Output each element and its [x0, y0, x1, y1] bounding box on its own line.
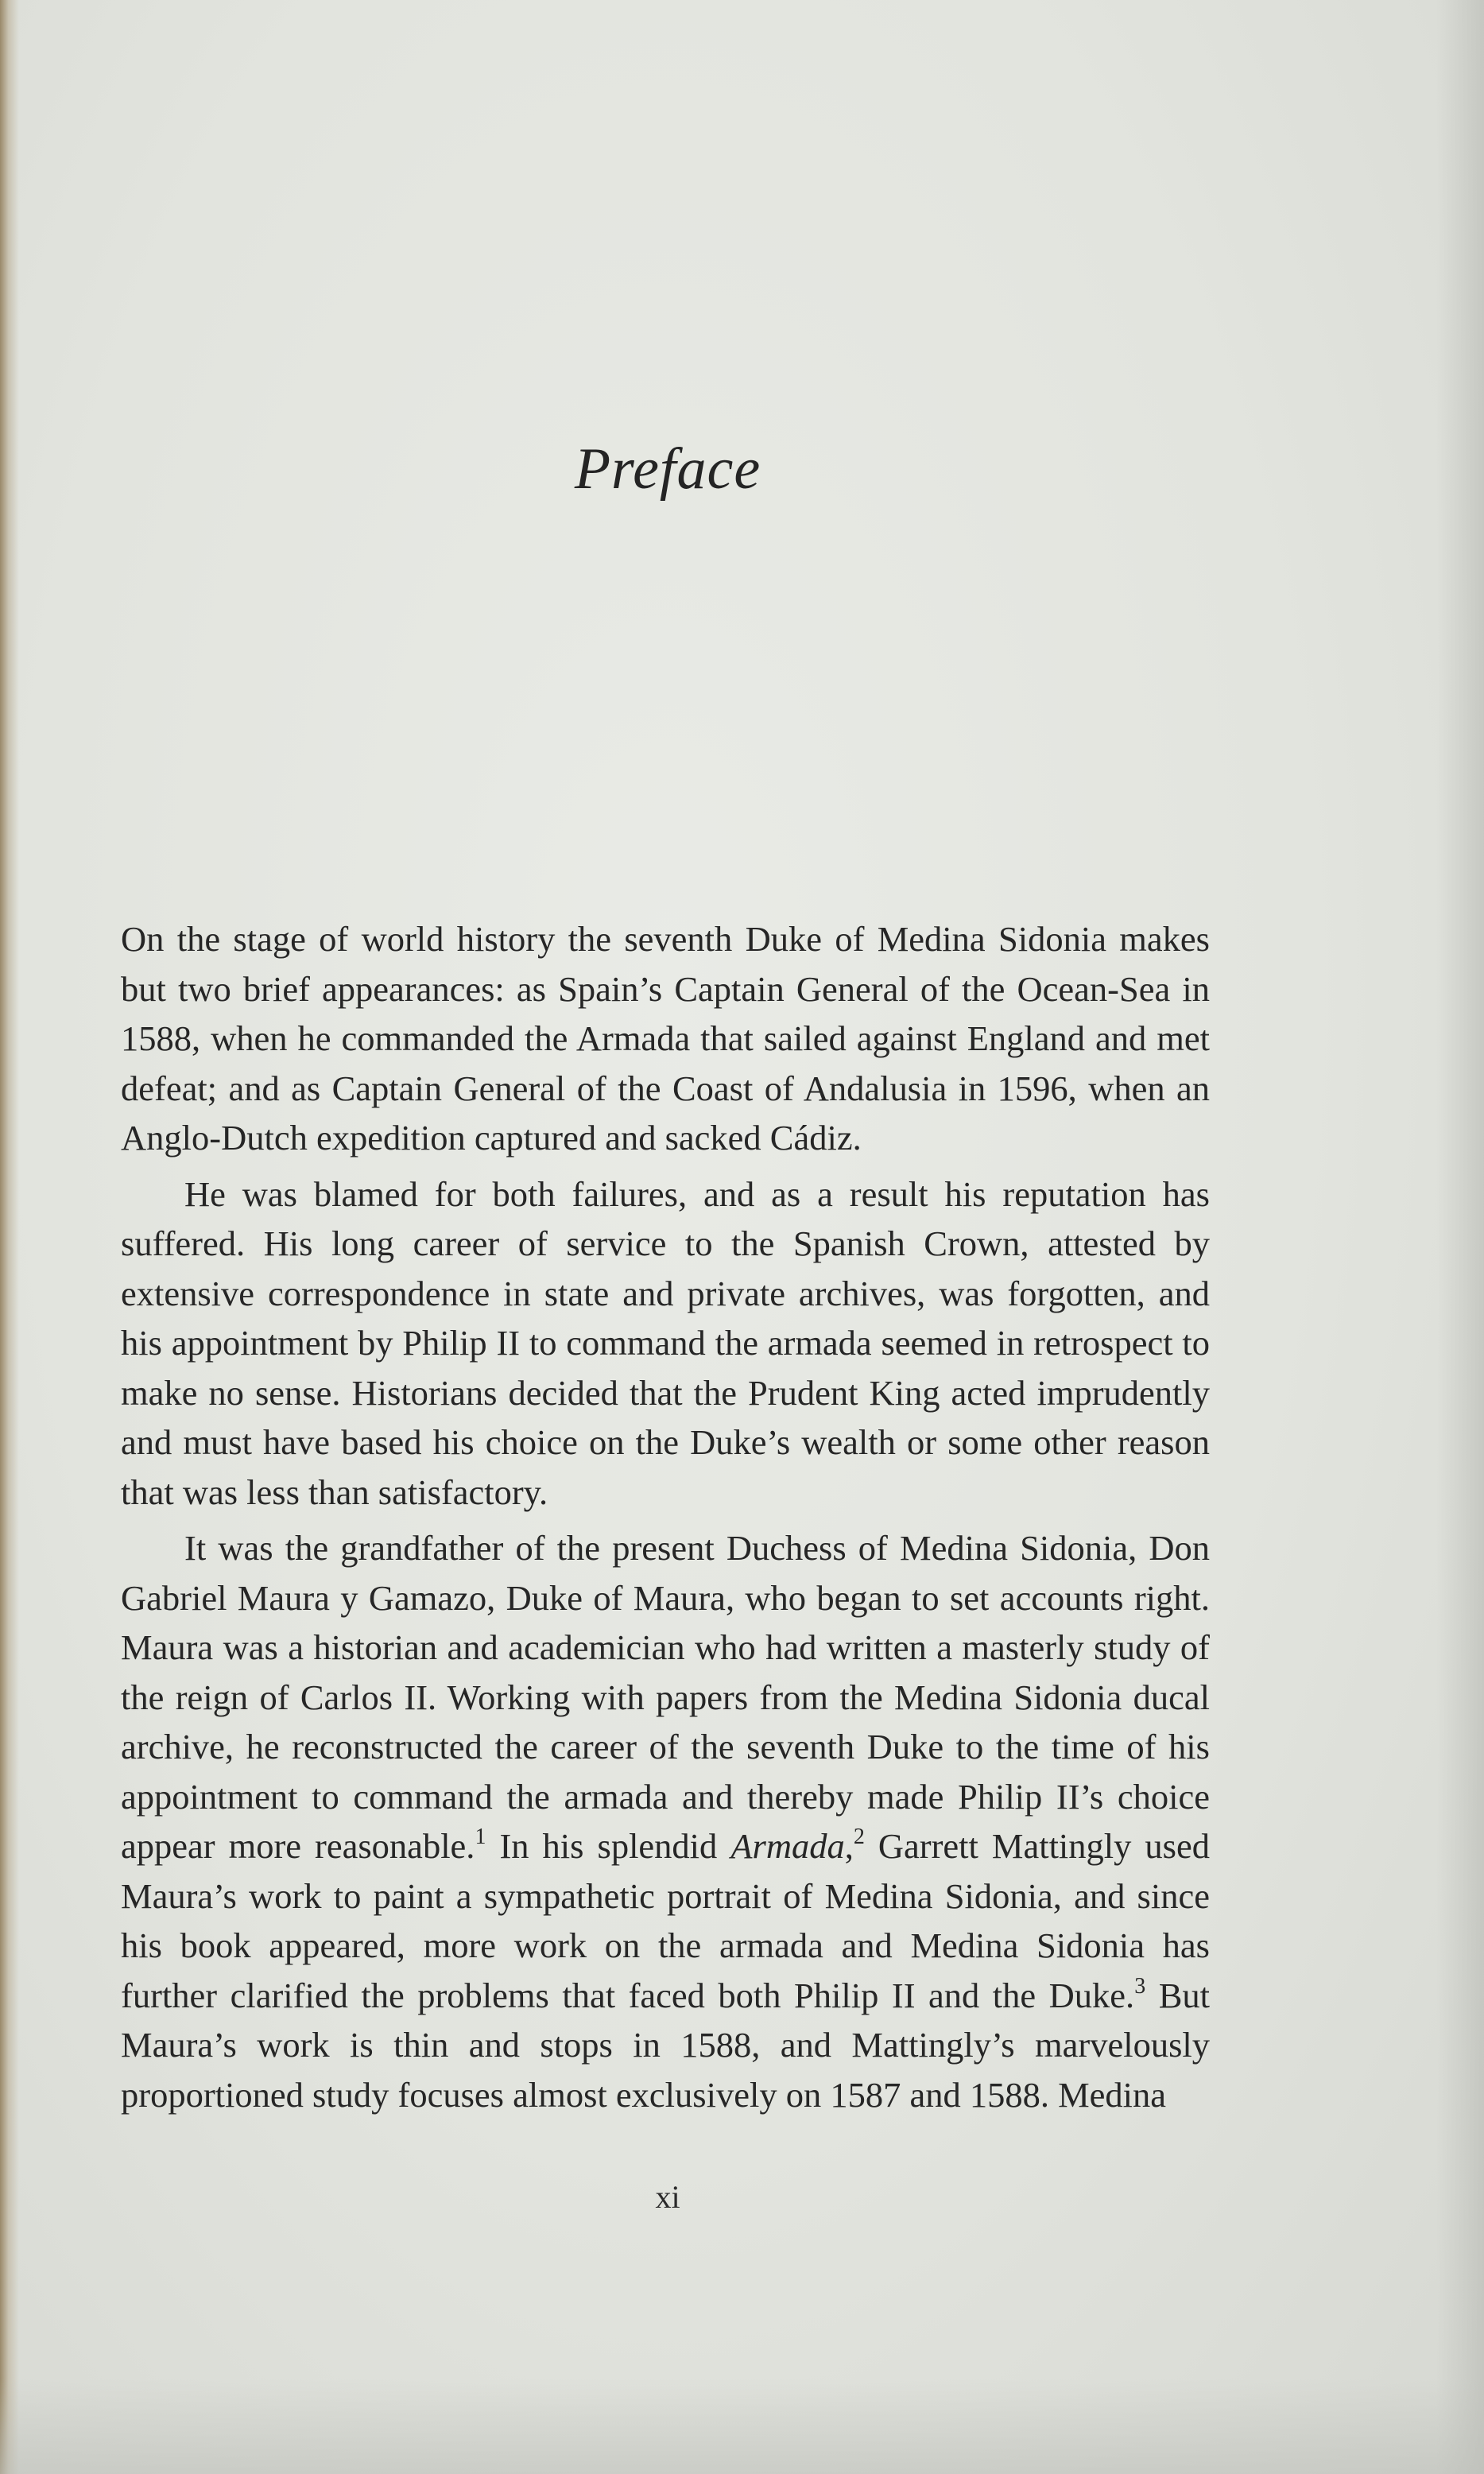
page-number: xi — [655, 2179, 680, 2215]
footnote-marker-2: 2 — [853, 1824, 865, 1849]
preface-body — [121, 914, 1210, 2119]
book-title-armada: Armada — [730, 1826, 845, 1866]
paragraph-text: On the stage of world history the seventh Duke of Medina Sidonia makes but two brief appearances: as Spain’s Captain General of the Ocean-Sea in 1588, when he commanded the Armada that sailed against England and met defeat; and as Captain General of the Coast of Andalusia in 1596, when an Anglo-Dutch expedition captured and sacked Cádiz. — [121, 919, 1210, 1158]
paragraph-text: He was blamed for both failures, and as a result his reputation has suffered. His long career of service to the Spanish Crown, attested by extensive correspondence in state and private archives, was forgotten, and his appointment by Philip II to command the armada seemed in retrospect to make no sense. Historians decided that the Prudent King acted imprudently and must have based his choice on the Duke’s wealth or some other reason that was less than satisfactory. — [121, 1173, 1210, 1512]
spine-shadow — [0, 0, 19, 2474]
paragraph-text: Garrett Mattingly used Maura’s work to paint a sympathetic portrait of Medina Sidonia, and since his book appeared, more work on the armada and Medina Sidonia has further clarified the problems that faced both Philip II and the Duke. — [121, 1826, 1211, 2015]
paragraph-text: But Maura’s work is thin and stops in 1588, and Mattingly’s marvelously proportioned study focuses almost exclusively on 1587 and 1588. Medina — [121, 1975, 1210, 2115]
footnote-marker-3: 3 — [1134, 1973, 1146, 1999]
paragraph-1 — [121, 914, 1210, 1163]
footnote-marker-1: 1 — [475, 1824, 486, 1849]
paragraph-3 — [121, 1523, 1210, 2119]
paragraph-text: , — [844, 1826, 854, 1866]
paragraph-2 — [121, 1169, 1210, 1518]
paragraph-text: In his splendid — [486, 1826, 731, 1866]
page-edge-shade — [1436, 0, 1484, 2474]
chapter-title: Preface — [574, 436, 761, 502]
page-bottom-shade — [0, 2379, 1484, 2474]
paragraph-text: It was the grandfather of the present Duchess of Medina Sidonia, Don Gabriel Maura y Gamazo, Duke of Maura, who began to set accounts right. Maura was a historian and academician who had written a masterly study of the reign of Carlos II. Working with papers from the Medina Sidonia ducal archive, he reconstructed the career of the seventh Duke to the time of his appointment to command the armada and thereby made Philip II’s choice appear more reasonable. — [121, 1528, 1210, 1866]
